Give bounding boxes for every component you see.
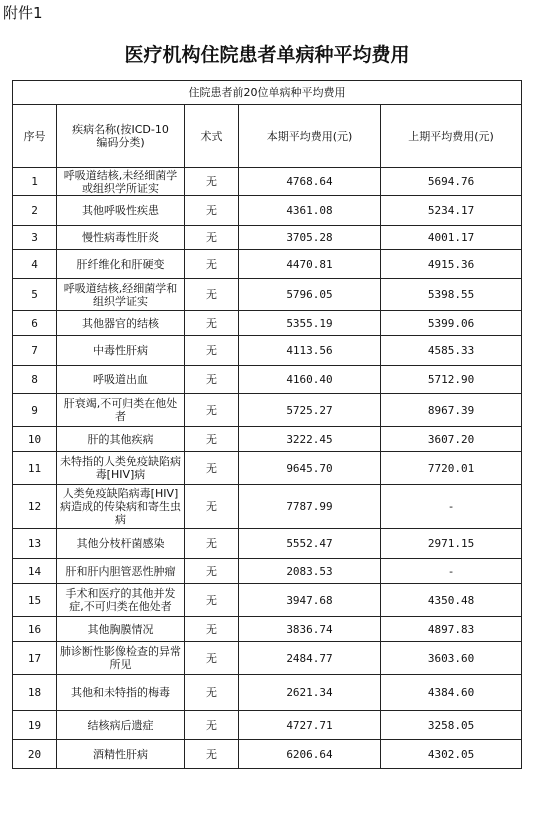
row-disease-name: 中毒性肝病 [57,336,185,366]
table-row [13,529,522,559]
row-previous-cost: - [381,559,522,584]
row-disease-name: 其他胸膜情况 [57,617,185,642]
row-seq: 5 [13,279,57,311]
row-surgery: 无 [185,584,239,617]
cost-table [12,80,522,769]
table-row [13,336,522,366]
row-seq: 2 [13,196,57,226]
row-previous-cost: 7720.01 [381,452,522,485]
row-previous-cost: 4915.36 [381,250,522,279]
header-surgery: 术式 [185,105,239,168]
table-row [13,366,522,394]
row-disease-name: 其他器官的结核 [57,311,185,336]
row-previous-cost: - [381,485,522,529]
row-current-cost: 3705.28 [239,226,381,250]
table-row [13,427,522,452]
row-disease-name: 肝的其他疾病 [57,427,185,452]
table-body [13,168,522,769]
row-previous-cost: 4897.83 [381,617,522,642]
table-row [13,168,522,196]
row-seq: 17 [13,642,57,675]
row-seq: 4 [13,250,57,279]
row-current-cost: 3836.74 [239,617,381,642]
row-previous-cost: 8967.39 [381,394,522,427]
row-disease-name: 其他分枝杆菌感染 [57,529,185,559]
row-previous-cost: 4350.48 [381,584,522,617]
row-previous-cost: 5398.55 [381,279,522,311]
header-seq: 序号 [13,105,57,168]
table-row [13,196,522,226]
table-row [13,250,522,279]
row-disease-name: 手术和医疗的其他并发症,不可归类在他处者 [57,584,185,617]
table-row [13,559,522,584]
row-surgery: 无 [185,485,239,529]
row-surgery: 无 [185,452,239,485]
row-disease-name: 酒精性肝病 [57,740,185,769]
row-previous-cost: 4302.05 [381,740,522,769]
row-previous-cost: 5712.90 [381,366,522,394]
row-previous-cost: 3258.05 [381,711,522,740]
page-title: 医疗机构住院患者单病种平均费用 [124,44,410,66]
row-disease-name: 呼吸道结核,经细菌学和组织学证实 [57,279,185,311]
table-caption: 住院患者前20位单病种平均费用 [13,81,522,105]
table-row [13,617,522,642]
row-surgery: 无 [185,675,239,711]
row-seq: 15 [13,584,57,617]
table-row [13,279,522,311]
header-previous-cost: 上期平均费用(元) [381,105,522,168]
row-seq: 6 [13,311,57,336]
row-disease-name: 人类免疫缺陷病毒[HIV]病造成的传染病和寄生虫病 [57,485,185,529]
row-surgery: 无 [185,168,239,196]
row-current-cost: 4160.40 [239,366,381,394]
row-surgery: 无 [185,196,239,226]
row-disease-name: 肝衰竭,不可归类在他处者 [57,394,185,427]
row-current-cost: 3947.68 [239,584,381,617]
row-seq: 18 [13,675,57,711]
row-surgery: 无 [185,336,239,366]
row-surgery: 无 [185,226,239,250]
row-surgery: 无 [185,529,239,559]
row-current-cost: 4727.71 [239,711,381,740]
row-previous-cost: 3603.60 [381,642,522,675]
row-previous-cost: 4001.17 [381,226,522,250]
row-previous-cost: 5694.76 [381,168,522,196]
row-seq: 13 [13,529,57,559]
row-current-cost: 5355.19 [239,311,381,336]
row-current-cost: 7787.99 [239,485,381,529]
row-seq: 9 [13,394,57,427]
row-seq: 16 [13,617,57,642]
table-caption-row [13,81,522,105]
row-disease-name: 慢性病毒性肝炎 [57,226,185,250]
row-surgery: 无 [185,279,239,311]
table-header-row [13,105,522,168]
row-seq: 7 [13,336,57,366]
attachment-label: 附件1 [3,4,43,22]
row-current-cost: 4470.81 [239,250,381,279]
table-row [13,740,522,769]
table-row [13,311,522,336]
row-seq: 12 [13,485,57,529]
row-seq: 3 [13,226,57,250]
row-seq: 10 [13,427,57,452]
row-surgery: 无 [185,427,239,452]
row-current-cost: 9645.70 [239,452,381,485]
row-seq: 8 [13,366,57,394]
header-current-cost: 本期平均费用(元) [239,105,381,168]
table-row [13,452,522,485]
row-surgery: 无 [185,617,239,642]
row-disease-name: 结核病后遗症 [57,711,185,740]
row-previous-cost: 4585.33 [381,336,522,366]
table-row [13,394,522,427]
row-disease-name: 未特指的人类免疫缺陷病毒[HIV]病 [57,452,185,485]
row-previous-cost: 3607.20 [381,427,522,452]
row-disease-name: 其他和未特指的梅毒 [57,675,185,711]
row-current-cost: 2484.77 [239,642,381,675]
row-disease-name: 肝纤维化和肝硬变 [57,250,185,279]
row-disease-name: 肺诊断性影像检查的异常所见 [57,642,185,675]
row-current-cost: 3222.45 [239,427,381,452]
row-surgery: 无 [185,559,239,584]
row-surgery: 无 [185,250,239,279]
row-seq: 20 [13,740,57,769]
row-seq: 14 [13,559,57,584]
table-row [13,642,522,675]
row-surgery: 无 [185,311,239,336]
row-disease-name: 其他呼吸性疾患 [57,196,185,226]
table-row [13,711,522,740]
row-current-cost: 4361.08 [239,196,381,226]
row-previous-cost: 4384.60 [381,675,522,711]
header-disease: 疾病名称(按ICD-10编码分类) [57,105,185,168]
row-seq: 11 [13,452,57,485]
row-previous-cost: 5399.06 [381,311,522,336]
row-disease-name: 呼吸道结核,未经细菌学或组织学所证实 [57,168,185,196]
row-current-cost: 2621.34 [239,675,381,711]
row-current-cost: 6206.64 [239,740,381,769]
row-surgery: 无 [185,711,239,740]
row-surgery: 无 [185,740,239,769]
table-row [13,675,522,711]
row-seq: 19 [13,711,57,740]
table-row [13,584,522,617]
row-current-cost: 5796.05 [239,279,381,311]
row-disease-name: 呼吸道出血 [57,366,185,394]
row-surgery: 无 [185,394,239,427]
row-current-cost: 4113.56 [239,336,381,366]
row-seq: 1 [13,168,57,196]
row-previous-cost: 5234.17 [381,196,522,226]
row-surgery: 无 [185,642,239,675]
row-current-cost: 4768.64 [239,168,381,196]
row-current-cost: 5552.47 [239,529,381,559]
row-surgery: 无 [185,366,239,394]
table-row [13,226,522,250]
row-previous-cost: 2971.15 [381,529,522,559]
row-current-cost: 2083.53 [239,559,381,584]
row-current-cost: 5725.27 [239,394,381,427]
table-row [13,485,522,529]
row-disease-name: 肝和肝内胆管恶性肿瘤 [57,559,185,584]
